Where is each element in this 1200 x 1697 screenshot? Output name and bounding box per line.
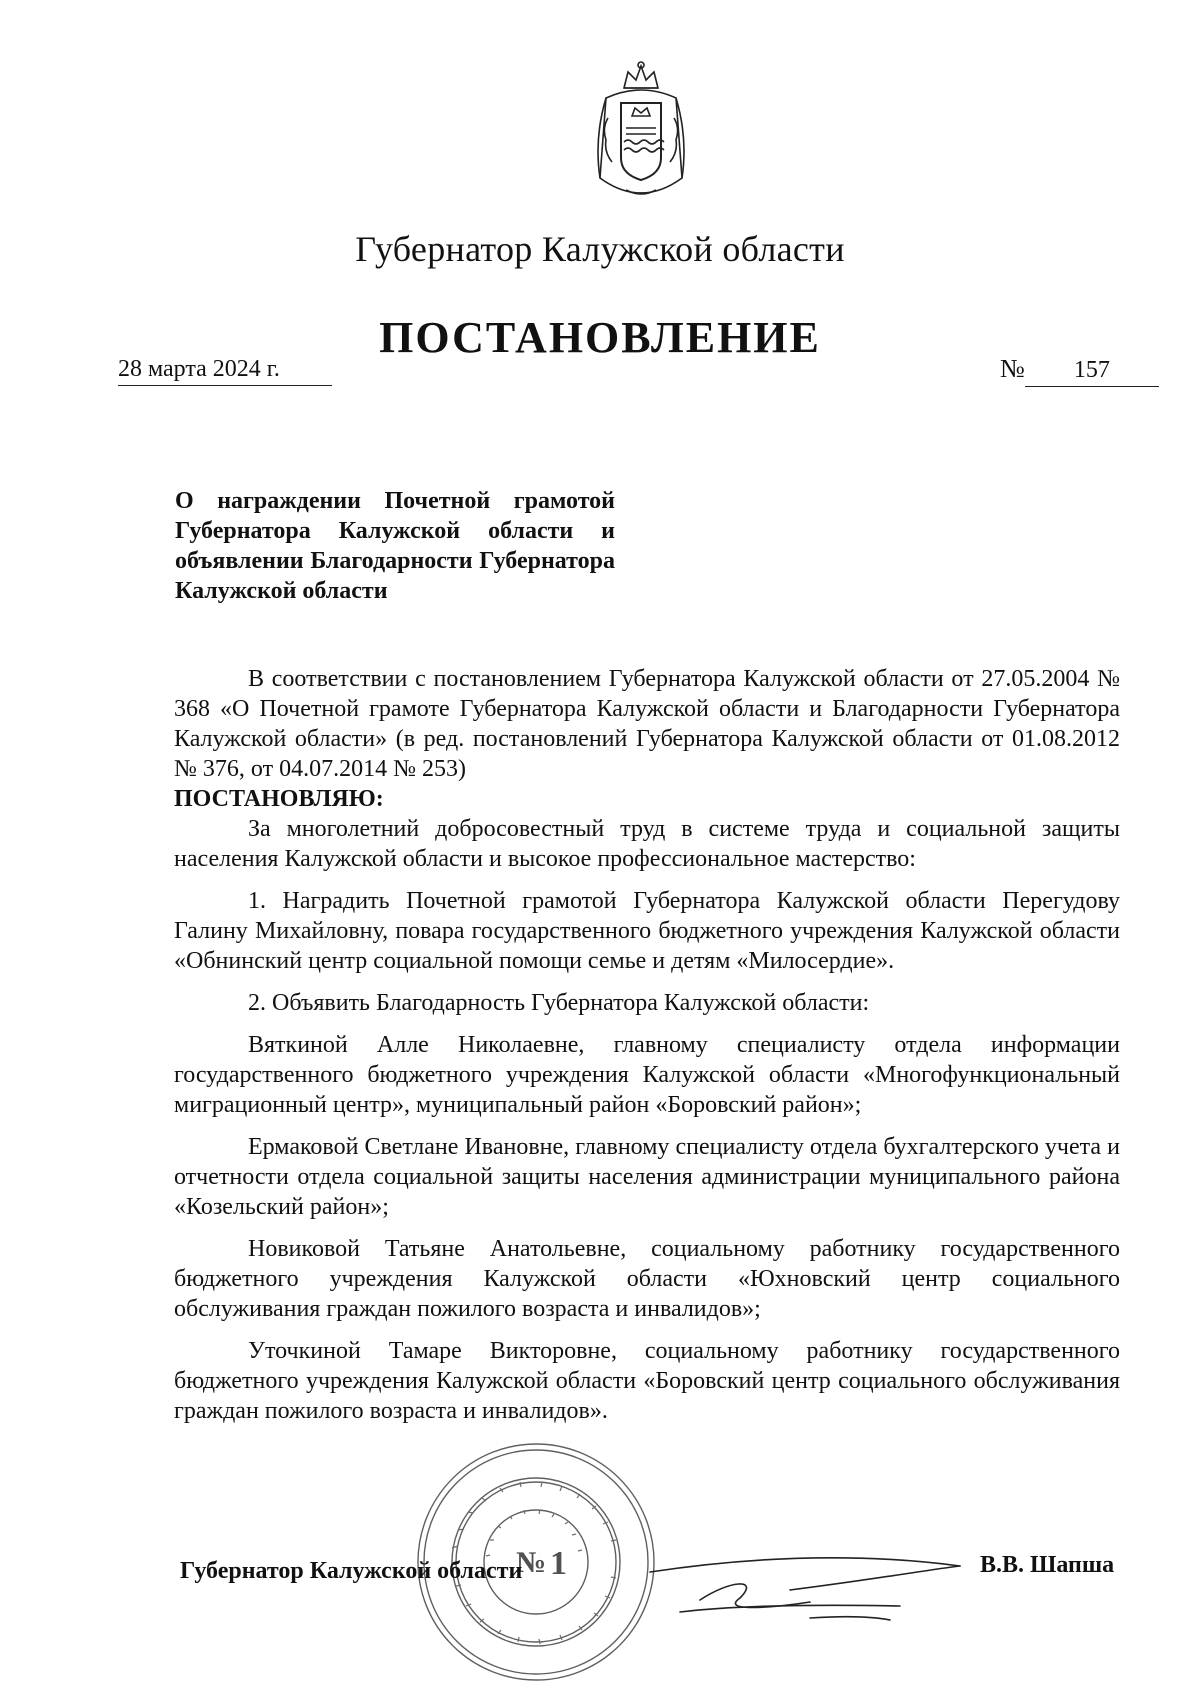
document-date: 28 марта 2024 г. [118, 356, 332, 386]
stamp-mark: 1 [550, 1545, 567, 1582]
stamp-mark: № [516, 1546, 547, 1579]
decree-word: ПОСТАНОВЛЯЮ: [174, 786, 384, 812]
number-sign: № [1000, 354, 1025, 383]
signatory-position: Губернатор Калужской области [180, 1558, 523, 1584]
person-paragraph: Новиковой Татьяне Анатольевне, социальному работнику государственного бюджетного учреждения Калужской области «Юхновский центр социального обслуживания граждан пожилого возраста и инвалидов»; [174, 1236, 1120, 1322]
item-2-paragraph: 2. Объявить Благодарность Губернатора Калужской области: [248, 990, 870, 1016]
document-subject: О награждении Почетной грамотой Губернатора Калужской области и объявлении Благодарности Губернатора Калужской области [175, 488, 615, 604]
org-title: Губернатор Калужской области [355, 229, 845, 269]
document-number [1000, 354, 1159, 387]
handwritten-signature [640, 1520, 970, 1640]
item-1-paragraph: 1. Наградить Почетной грамотой Губернатора Калужской области Перегудову Галину Михайловну, повара государственного бюджетного учреждения Калужской области «Обнинский центр социальной помощи семье и детям «Милосердие». [174, 888, 1120, 974]
reason-paragraph: За многолетний добросовестный труд в системе труда и социальной защиты населения Калужской области и высокое профессиональное мастерство: [174, 816, 1120, 872]
coat-of-arms-icon [586, 58, 696, 208]
document-body [174, 664, 1120, 1438]
person-paragraph: Вяткиной Алле Николаевне, главному специалисту отдела информации государственного бюджетного учреждения Калужской области «Многофункциональный миграционный центр», муниципальный район «Боровский район»; [174, 1032, 1120, 1118]
preamble-paragraph: В соответствии с постановлением Губернатора Калужской области от 27.05.2004 № 368 «О Почетной грамоте Губернатора Калужской области и Благодарности Губернатора Калужской области» (в ред. постановлений Губернатора Калужской области от 01.08.2012 № 376, от 04.07.2014 № 253) [174, 666, 1120, 782]
number-value: 157 [1025, 357, 1159, 387]
document-type: ПОСТАНОВЛЕНИЕ [379, 313, 821, 362]
person-paragraph: Ермаковой Светлане Ивановне, главному специалисту отдела бухгалтерского учета и отчетности отдела социальной защиты населения администрации муниципального района «Козельский район»; [174, 1134, 1120, 1220]
person-paragraph: Уточкиной Тамаре Викторовне, социальному работнику государственного бюджетного учреждения Калужской области «Боровский центр социального обслуживания граждан пожилого возраста и инвалидов». [174, 1338, 1120, 1424]
signatory-name: В.В. Шапша [980, 1552, 1115, 1578]
